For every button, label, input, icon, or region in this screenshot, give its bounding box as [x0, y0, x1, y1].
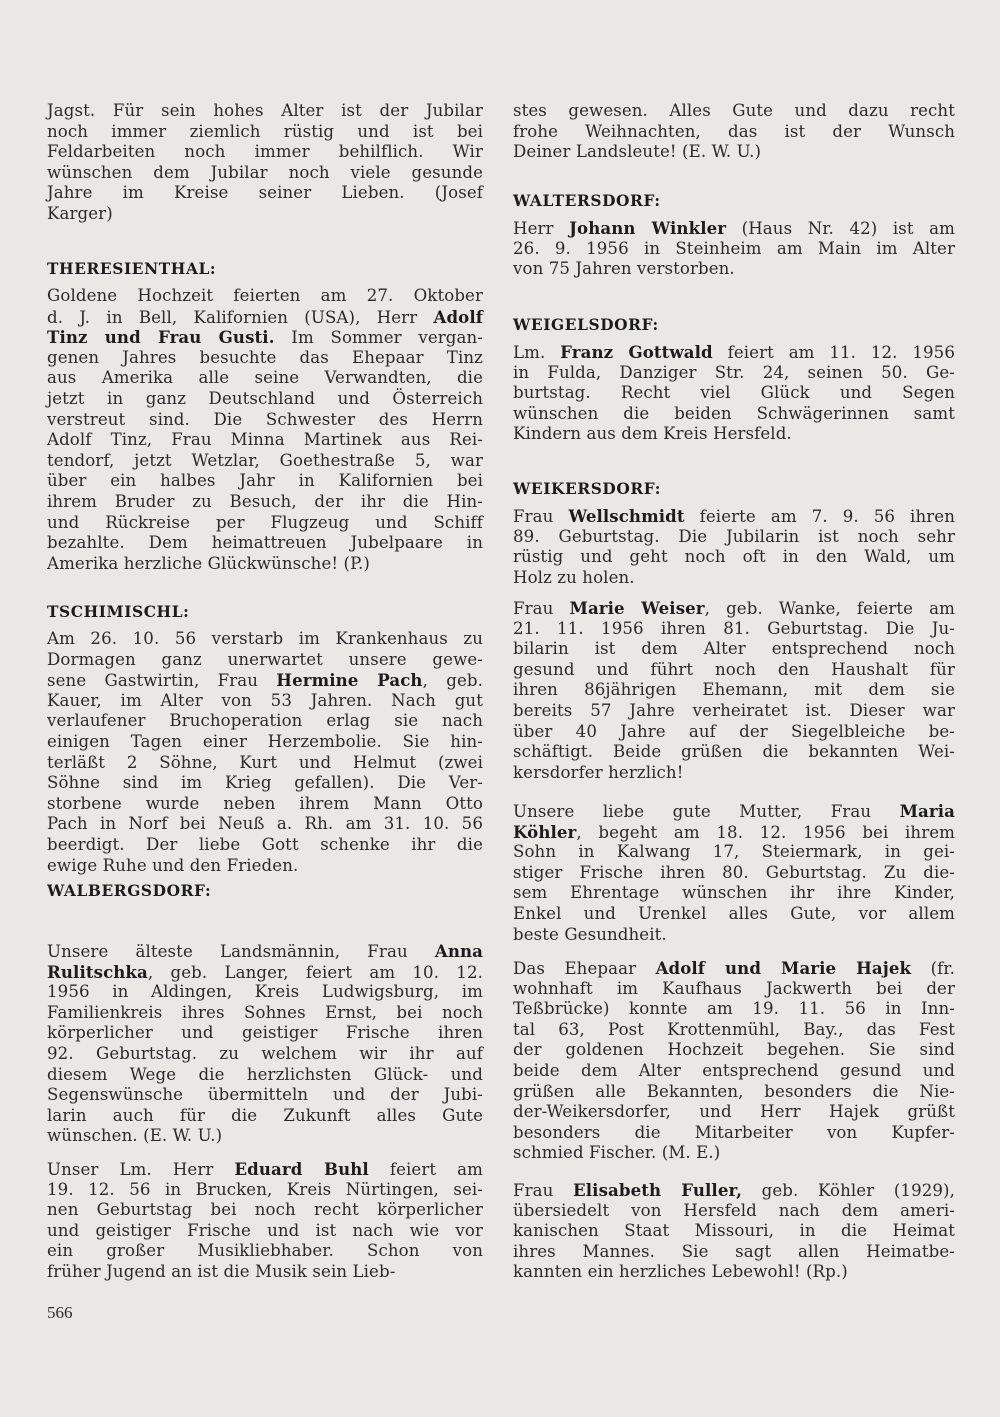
text-line [513, 722, 955, 743]
text-segment: schmied Fischer. (M. E.) [513, 1143, 721, 1163]
text-line [47, 1126, 483, 1147]
text-line [513, 925, 955, 946]
text-segment: über ein halbes Jahr in Kalifornien bei [47, 471, 483, 491]
text-segment: stiger Frische ihren 80. Geburtstag. Zu die- [513, 862, 955, 882]
text-segment: kanischen Staat Missouri, in die Heimat [513, 1221, 955, 1241]
text-line [47, 794, 483, 815]
text-line [47, 941, 483, 962]
text-segment: besonders die Mitarbeiter von Kupfer- [513, 1122, 955, 1142]
bold-name: Adolf und Marie Hajek [655, 958, 912, 978]
text-segment: wünschen. (E. W. U.) [47, 1126, 223, 1146]
text-line [513, 1221, 955, 1242]
text-segment: Familienkreis ihres Sohnes Ernst, bei noch [47, 1002, 483, 1022]
text-segment: tal 63, Post Krottenmühl, Bay., das Fest [513, 1019, 955, 1039]
text-line [47, 163, 483, 184]
text-segment: genen Jahres besuchte das Ehepaar Tinz [47, 347, 483, 367]
text-segment: ein großer Musikliebhaber. Schon von [47, 1241, 483, 1261]
text-line [47, 451, 483, 472]
text-line [513, 619, 955, 640]
text-segment: (fr. [911, 959, 955, 978]
text-line [47, 1065, 483, 1086]
text-segment: Lm. [513, 343, 561, 362]
text-line [513, 142, 955, 163]
waltersdorf-paragraph [513, 218, 955, 280]
weikersdorf-paragraph-4 [513, 958, 955, 1164]
text-line [513, 842, 955, 863]
text-line [513, 122, 955, 143]
text-segment: noch immer ziemlich rüstig und ist bei [47, 121, 483, 141]
text-line [513, 883, 955, 904]
text-line [513, 404, 955, 425]
text-line [513, 342, 955, 363]
text-segment: (Haus Nr. 42) ist am [726, 219, 956, 238]
text-line [47, 1200, 483, 1221]
text-line [513, 1201, 955, 1222]
intro-paragraph [47, 101, 483, 225]
text-segment: Amerika herzliche Glückwünsche! (P.) [47, 553, 370, 573]
text-segment: d. J. in Bell, Kalifornien (USA), Herr [47, 307, 434, 327]
text-line [47, 1023, 483, 1044]
section-heading-walbergsdorf: WALBERGSDORF: [47, 882, 212, 900]
text-line [47, 691, 483, 712]
text-line [47, 471, 483, 492]
text-segment: Dormagen ganz unerwartet unsere gewe- [47, 649, 483, 669]
text-line [47, 1085, 483, 1106]
text-line [47, 348, 483, 369]
text-segment: nen Geburtstag bei noch recht körperlicher [47, 1200, 483, 1220]
text-line [513, 218, 955, 239]
text-segment: der goldenen Hochzeit begehen. Sie sind [513, 1040, 955, 1060]
text-line [513, 660, 955, 681]
text-segment: Adolf Tinz, Frau Minna Martinek aus Rei- [47, 430, 483, 450]
bold-name: Rulitschka [47, 961, 148, 982]
text-line [47, 122, 483, 143]
text-segment: Goldene Hochzeit feierten am 27. Oktober [47, 286, 483, 305]
weikersdorf-paragraph-5 [513, 1180, 955, 1283]
text-line [513, 1040, 955, 1061]
text-line [513, 598, 955, 619]
text-segment: über 40 Jahre auf der Siegelbleiche be- [513, 721, 955, 741]
text-segment: Pach in Norf bei Neuß a. Rh. am 31. 10. 56 [47, 814, 483, 834]
text-segment: 89. Geburtstag. Die Jubilarin ist noch sehr [513, 526, 955, 546]
text-line [513, 568, 955, 589]
text-line [513, 680, 955, 701]
text-segment: feierte am 7. 9. 56 ihren [684, 507, 955, 526]
bold-name: Wellschmidt [568, 506, 685, 526]
text-line [513, 1061, 955, 1082]
text-segment: Das Ehepaar [513, 959, 656, 978]
text-line [47, 773, 483, 794]
bold-name: Marie Weiser [569, 598, 705, 618]
text-segment: rüstig und geht noch oft in den Wald, um [513, 547, 955, 567]
text-line [47, 368, 483, 389]
text-segment: , geb. [422, 671, 483, 691]
text-segment: sene Gastwirtin, Frau [47, 671, 277, 691]
text-segment: bilarin ist dem Alter entsprechend noch [513, 639, 955, 659]
text-segment: in Fulda, Danziger Str. 24, seinen 50. Ge- [513, 362, 955, 382]
text-segment: stes gewesen. Alles Gute und dazu recht [513, 101, 955, 120]
continued-paragraph [513, 101, 955, 163]
text-segment: Frau [513, 599, 570, 618]
text-line [47, 732, 483, 753]
weikersdorf-paragraph-3 [513, 801, 955, 945]
text-segment: ihrem Bruder zu Besuch, der ihr die Hin- [47, 491, 483, 511]
text-line [47, 430, 483, 451]
text-segment: Jagst. Für sein hohes Alter ist der Jubilar [47, 101, 483, 120]
text-segment: burtstag. Recht viel Glück und Segen [513, 383, 955, 403]
text-segment: beide dem Alter entsprechend gesund und [513, 1060, 955, 1080]
text-line [47, 554, 483, 575]
text-line [47, 410, 483, 431]
text-line [513, 822, 955, 843]
section-heading-theresienthal: THERESIENTHAL: [47, 260, 217, 278]
text-line [47, 753, 483, 774]
text-line [47, 982, 483, 1003]
text-line [513, 424, 955, 445]
text-line [513, 1242, 955, 1263]
text-segment: wünschen die beiden Schwägerinnen samt [513, 403, 955, 423]
text-line [513, 547, 955, 568]
text-segment: wohnhaft im Kaufhaus Jackwerth bei der [513, 978, 955, 998]
text-segment: 92. Geburtstag. zu welchem wir ihr auf [47, 1043, 483, 1063]
text-line [513, 639, 955, 660]
text-segment: schäftigt. Beide grüßen die bekannten Wei- [513, 742, 955, 762]
text-segment: Jahre im Kreise seiner Lieben. (Josef [47, 183, 483, 203]
text-segment: , geb. Wanke, feierte am [704, 599, 955, 618]
text-segment: Kindern aus dem Kreis Hersfeld. [513, 424, 792, 444]
text-segment: und Rückreise per Flugzeug und Schiff [47, 512, 483, 532]
bold-name: Anna [434, 941, 483, 961]
text-segment: storbene wurde neben ihrem Mann Otto [47, 793, 483, 813]
text-line [513, 101, 955, 122]
text-segment: wünschen dem Jubilar noch viele gesunde [47, 162, 483, 182]
bold-name: Elisabeth Fuller, [573, 1180, 743, 1200]
text-line [47, 856, 483, 877]
text-line [47, 1044, 483, 1065]
section-heading-weigelsdorf: WEIGELSDORF: [513, 316, 659, 334]
text-segment: Holz zu holen. [513, 567, 635, 587]
text-line [513, 239, 955, 260]
text-segment: kannten ein herzliches Lebewohl! (Rp.) [513, 1262, 848, 1282]
text-line [47, 513, 483, 534]
text-segment: frohe Weihnachten, das ist der Wunsch [513, 121, 955, 141]
bold-name: Johann Winkler [569, 218, 727, 238]
text-segment: geb. Köhler (1929), [742, 1181, 955, 1200]
text-segment: , geb. Langer, feiert am 10. 12. [147, 962, 483, 982]
text-line [513, 1180, 955, 1201]
text-segment: Segenswünsche übermitteln und der Jubi- [47, 1085, 483, 1105]
text-line [513, 958, 955, 979]
text-line [47, 670, 483, 691]
text-line [513, 904, 955, 925]
text-segment: aus Amerika alle seine Verwandten, die [47, 368, 483, 388]
text-line [47, 711, 483, 732]
text-segment: der-Weikersdorfer, und Herr Hajek grüßt [513, 1102, 955, 1122]
bold-name: Adolf [433, 306, 483, 327]
text-line [47, 204, 483, 225]
text-segment: feiert am 11. 12. 1956 [712, 343, 955, 362]
text-segment: feiert am [368, 1160, 484, 1179]
text-segment: Teßbrücke) konnte am 19. 11. 56 in Inn- [513, 999, 955, 1019]
text-line [47, 101, 483, 122]
text-segment: Enkel und Urenkel alles Gute, vor allem [513, 903, 955, 923]
text-segment: Im Sommer vergan- [274, 328, 484, 348]
text-segment: beerdigt. Der liebe Gott schenke ihr die [47, 834, 483, 854]
text-line [47, 1221, 483, 1242]
text-segment: Am 26. 10. 56 verstarb im Krankenhaus zu [47, 629, 483, 648]
tschimischl-paragraph [47, 629, 483, 876]
text-segment: einigen Tagen einer Herzembolie. Sie hin- [47, 731, 483, 751]
text-line [47, 650, 483, 671]
text-line [47, 492, 483, 513]
text-segment: kersdorfer herzlich! [513, 762, 684, 782]
text-line [47, 1262, 483, 1283]
text-line [513, 863, 955, 884]
text-segment: Unsere älteste Landsmännin, Frau [47, 942, 435, 961]
text-line [513, 801, 955, 822]
text-line [47, 533, 483, 554]
text-line [47, 629, 483, 650]
text-segment: Herr [513, 219, 570, 238]
text-line [513, 1082, 955, 1103]
text-line [513, 527, 955, 548]
page-number: 566 [47, 1303, 73, 1322]
text-segment: 1956 in Aldingen, Kreis Ludwigsburg, im [47, 982, 483, 1002]
text-line [513, 1123, 955, 1144]
text-line [47, 183, 483, 204]
text-segment: sem Ehrentage wünschen ihr ihre Kinder, [513, 883, 955, 903]
text-line [513, 701, 955, 722]
text-line [513, 506, 955, 527]
section-heading-tschimischl: TSCHIMISCHL: [47, 603, 190, 621]
text-segment: 26. 9. 1956 in Steinheim am Main im Alter [513, 238, 955, 258]
text-line [513, 979, 955, 1000]
text-line [47, 835, 483, 856]
text-segment: bezahlte. Dem heimattreuen Jubelpaare in [47, 533, 483, 553]
text-segment: 19. 12. 56 in Brucken, Kreis Nürtingen, sei- [47, 1179, 483, 1199]
text-line [47, 1003, 483, 1024]
text-line [47, 1180, 483, 1201]
text-segment: Deiner Landsleute! (E. W. U.) [513, 142, 762, 162]
text-line [513, 999, 955, 1020]
text-segment: verlaufener Bruchoperation erlag sie nach [47, 711, 483, 731]
text-segment: ihren 86jährigen Ehemann, mit dem sie [513, 680, 955, 700]
bold-name: Franz Gottwald [560, 342, 713, 362]
text-segment: übersiedelt von Hersfeld nach dem ameri- [513, 1200, 955, 1220]
walbergsdorf-paragraph-2 [47, 1159, 483, 1283]
bold-name: Tinz und Frau Gusti. [47, 327, 275, 348]
text-segment: ihres Mannes. Sie sagt allen Heimatbe- [513, 1241, 955, 1261]
walbergsdorf-paragraph-1 [47, 941, 483, 1147]
bold-name: Eduard Buhl [234, 1159, 369, 1179]
text-segment: 21. 11. 1956 ihren 81. Geburtstag. Die Ju- [513, 618, 955, 638]
text-line [47, 1241, 483, 1262]
text-line [47, 1159, 483, 1180]
text-segment: Kauer, im Alter von 53 Jahren. Nach gut [47, 690, 483, 710]
text-segment: Frau [513, 1181, 574, 1200]
text-line [513, 1102, 955, 1123]
text-line [513, 763, 955, 784]
weikersdorf-paragraph-1 [513, 506, 955, 588]
text-segment: diesem Wege die herzlichsten Glück- und [47, 1064, 483, 1084]
text-segment: bereits 57 Jahre verheiratet ist. Dieser war [513, 700, 955, 720]
section-heading-waltersdorf: WALTERSDORF: [513, 192, 661, 210]
text-line [47, 327, 483, 348]
text-segment: tendorf, jetzt Wetzlar, Goethestraße 5, war [47, 450, 483, 470]
text-line [513, 1020, 955, 1041]
text-line [513, 1143, 955, 1164]
text-segment: Söhne sind im Krieg gefallen). Die Ver- [47, 773, 483, 793]
text-segment: Feldarbeiten noch immer behilflich. Wir [47, 142, 483, 162]
text-line [47, 962, 483, 983]
text-line [513, 1262, 955, 1283]
text-line [513, 363, 955, 384]
text-segment: früher Jugend an ist die Musik sein Lieb- [47, 1261, 396, 1281]
text-segment: Karger) [47, 203, 113, 223]
text-segment: terläßt 2 Söhne, Kurt und Helmut (zwei [47, 752, 483, 772]
text-segment: verstreut sind. Die Schwester des Herrn [47, 409, 483, 429]
text-line [513, 383, 955, 404]
text-line [47, 814, 483, 835]
text-line [513, 742, 955, 763]
text-segment: körperlicher und geistiger Frische ihren [47, 1023, 483, 1043]
text-segment: Unsere liebe gute Mutter, Frau [513, 802, 900, 821]
text-segment: Unser Lm. Herr [47, 1160, 235, 1179]
text-line [47, 307, 483, 328]
section-heading-weikersdorf: WEIKERSDORF: [513, 480, 662, 498]
text-segment: jetzt in ganz Deutschland und Österreich [47, 388, 483, 408]
weigelsdorf-paragraph [513, 342, 955, 445]
text-line [513, 259, 955, 280]
text-segment: von 75 Jahren verstorben. [513, 259, 735, 279]
bold-name: Maria [899, 801, 955, 821]
text-segment: gesund und führt noch den Haushalt für [513, 659, 955, 679]
text-segment: beste Gesundheit. [513, 924, 667, 944]
text-line [47, 142, 483, 163]
text-line [47, 389, 483, 410]
text-segment: grüßen alle Bekannten, besonders die Nie- [513, 1081, 955, 1101]
text-segment: larin auch für die Zukunft alles Gute [47, 1105, 483, 1125]
text-line [47, 286, 483, 307]
theresienthal-paragraph [47, 286, 483, 574]
bold-name: Hermine Pach [276, 670, 423, 691]
text-line [47, 1106, 483, 1127]
text-segment: und geistiger Frische und ist nach wie vor [47, 1220, 483, 1240]
weikersdorf-paragraph-2 [513, 598, 955, 783]
text-segment: Sohn in Kalwang 17, Steiermark, in gei- [513, 842, 955, 862]
text-segment: ewige Ruhe und den Frieden. [47, 855, 299, 875]
text-segment: , begeht am 18. 12. 1956 bei ihrem [576, 822, 955, 842]
bold-name: Köhler [513, 821, 577, 842]
text-segment: Frau [513, 507, 569, 526]
